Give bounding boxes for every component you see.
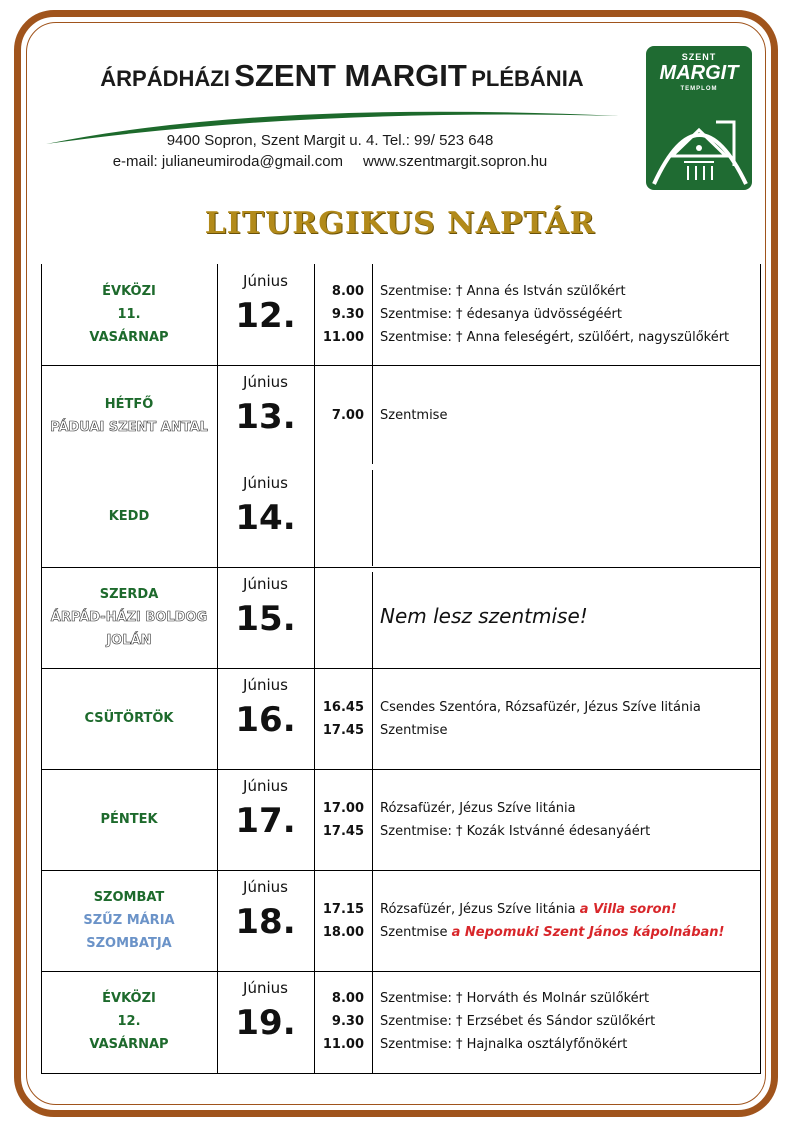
mass-time: 17.45	[322, 823, 364, 839]
event-cell	[372, 466, 761, 567]
month-label: Június	[243, 878, 288, 896]
day-label: 11.	[117, 307, 141, 322]
date-cell	[217, 971, 314, 1072]
event-text: Rózsafüzér, Jézus Szíve litánia	[380, 901, 580, 917]
event-line	[380, 303, 761, 326]
title-part2: SZENT MARGIT	[234, 58, 467, 93]
event-line	[380, 1010, 761, 1033]
row-divider-3	[41, 567, 761, 568]
event-line	[380, 326, 761, 349]
event-text: Rózsafüzér, Jézus Szíve litánia	[380, 800, 576, 816]
day-number: 19.	[235, 1003, 296, 1043]
event-text: Szentmise: † Kozák Istvánné édesanyáért	[380, 823, 651, 839]
day-label: PÉNTEK	[100, 812, 158, 827]
event-text: Szentmise: † Anna feleségért, szülőért, nagyszülőkért	[380, 330, 730, 345]
day-label: CSÜTÖRTÖK	[84, 711, 174, 726]
day-label: SZŰZ MÁRIA	[83, 913, 175, 928]
month-label: Június	[243, 777, 288, 795]
calendar-row	[41, 567, 761, 668]
calendar-row	[41, 971, 761, 1072]
mass-time: 9.30	[331, 1014, 364, 1029]
table-right-border	[760, 264, 761, 1074]
day-number: 17.	[235, 801, 296, 841]
day-number: 13.	[235, 397, 296, 437]
row-divider-4	[41, 668, 761, 669]
calendar-row	[41, 466, 761, 567]
mass-time: 8.00	[331, 284, 364, 299]
day-cell	[41, 466, 217, 567]
contact-block	[100, 130, 560, 172]
event-cell	[372, 971, 761, 1072]
row-divider-6	[41, 870, 761, 871]
event-line	[380, 605, 761, 631]
title-part1: ÁRPÁDHÁZI	[100, 66, 230, 91]
event-line	[380, 797, 761, 820]
date-cell	[217, 870, 314, 971]
month-label: Június	[243, 272, 288, 290]
calendar-row	[41, 870, 761, 971]
event-line	[380, 280, 761, 303]
row-divider-1	[41, 365, 761, 366]
logo-line2: MARGIT	[659, 62, 739, 84]
month-label: Június	[243, 979, 288, 997]
event-cell	[372, 870, 761, 971]
website-link[interactable]: www.szentmargit.sopron.hu	[363, 153, 548, 170]
event-line	[380, 820, 761, 843]
month-label: Június	[243, 575, 288, 593]
day-label: SZOMBAT	[93, 890, 165, 905]
event-line	[380, 898, 761, 921]
day-label: SZERDA	[99, 587, 159, 602]
event-text: Szentmise	[380, 924, 452, 940]
mass-time: 17.15	[322, 901, 364, 917]
event-cell	[372, 668, 761, 769]
church-logo	[646, 46, 752, 190]
mass-time: 11.00	[322, 1037, 364, 1052]
calendar-row	[41, 365, 761, 466]
divider-time-desc-3	[372, 572, 373, 1074]
table-left-border	[41, 264, 42, 1074]
month-label: Június	[243, 676, 288, 694]
location-note: a Villa soron!	[579, 901, 677, 917]
event-text: Szentmise	[380, 408, 448, 423]
event-cell	[372, 365, 761, 466]
day-label: ÉVKÖZI	[102, 284, 156, 299]
table-bottom-border	[41, 1073, 761, 1074]
time-cell	[314, 769, 372, 870]
divider-day-date	[217, 264, 218, 1074]
date-cell	[217, 668, 314, 769]
mass-time: 9.30	[331, 307, 364, 322]
event-cell	[372, 264, 761, 365]
address-line: 9400 Sopron, Szent Margit u. 4. Tel.: 99/ 523 648	[166, 132, 494, 149]
calendar-table	[41, 264, 761, 1074]
email-text[interactable]: e-mail: julianeumiroda@gmail.com	[112, 153, 344, 170]
event-line	[380, 987, 761, 1010]
day-cell	[41, 264, 217, 365]
divider-time-desc-1	[372, 264, 373, 464]
day-cell	[41, 365, 217, 466]
mass-time: 11.00	[322, 330, 364, 345]
day-cell	[41, 971, 217, 1072]
event-cell	[372, 769, 761, 870]
month-label: Június	[243, 373, 288, 391]
day-label: SZOMBATJA	[86, 936, 172, 951]
logo-line3: TEMPLOM	[680, 86, 718, 92]
month-label: Június	[243, 474, 288, 492]
date-cell	[217, 365, 314, 466]
day-cell	[41, 668, 217, 769]
day-number: 16.	[235, 700, 296, 740]
day-cell	[41, 567, 217, 668]
calendar-row	[41, 668, 761, 769]
location-note: a Nepomuki Szent János kápolnában!	[451, 924, 725, 940]
event-line	[380, 719, 761, 742]
day-cell	[41, 769, 217, 870]
event-text: Szentmise: † Erzsébet és Sándor szülőkért	[380, 1014, 656, 1029]
mass-time: 7.00	[331, 408, 364, 423]
date-cell	[217, 769, 314, 870]
mass-time: 17.45	[322, 722, 364, 738]
date-cell	[217, 567, 314, 668]
parish-title	[72, 58, 612, 94]
day-label: JOLÁN	[106, 633, 152, 648]
time-cell	[314, 365, 372, 466]
event-text: Csendes Szentóra, Rózsafüzér, Jézus Szíve litánia	[380, 699, 701, 715]
event-text: Szentmise: † édesanya üdvösségéért	[380, 307, 622, 322]
day-number: 12.	[235, 296, 296, 336]
event-line	[380, 921, 761, 944]
section-title: LITURGIKUS NAPTÁR	[204, 206, 596, 241]
event-text: Szentmise: † Horváth és Molnár szülőkért	[380, 991, 650, 1006]
day-label: KEDD	[108, 509, 150, 524]
mass-time: 17.00	[322, 800, 364, 816]
day-label: PÁDUAI SZENT ANTAL	[50, 419, 208, 435]
day-label: ÉVKÖZI	[102, 991, 156, 1006]
calendar-row	[41, 264, 761, 365]
logo-line1: SZENT	[681, 52, 717, 62]
day-label: VASÁRNAP	[89, 330, 169, 345]
time-cell	[314, 466, 372, 567]
day-label: 12.	[117, 1014, 141, 1029]
event-text: Szentmise: † Hajnalka osztályfőnökért	[380, 1037, 628, 1052]
time-cell	[314, 668, 372, 769]
calendar-row	[41, 769, 761, 870]
mass-time: 16.45	[322, 699, 364, 715]
title-part3: PLÉBÁNIA	[471, 66, 584, 91]
day-label: VASÁRNAP	[89, 1037, 169, 1052]
time-cell	[314, 567, 372, 668]
row-divider-5	[41, 769, 761, 770]
event-text: Szentmise	[380, 722, 448, 738]
row-divider-7	[41, 971, 761, 972]
day-number: 15.	[235, 599, 296, 639]
event-line	[380, 1033, 761, 1056]
time-cell	[314, 264, 372, 365]
day-number: 18.	[235, 902, 296, 942]
time-cell	[314, 971, 372, 1072]
time-cell	[314, 870, 372, 971]
event-text: Szentmise: † Anna és István szülőkért	[380, 284, 626, 299]
day-label: ÁRPÁD-HÁZI BOLDOG	[50, 610, 208, 625]
event-line	[380, 404, 761, 427]
divider-date-time	[314, 264, 315, 1074]
day-label: HÉTFŐ	[104, 396, 154, 412]
event-text: Nem lesz szentmise!	[380, 603, 588, 628]
divider-time-desc-2	[372, 470, 373, 566]
event-line	[380, 696, 761, 719]
day-number: 14.	[235, 498, 296, 538]
online-line	[100, 151, 560, 172]
date-cell	[217, 466, 314, 567]
mass-time: 8.00	[331, 991, 364, 1006]
date-cell	[217, 264, 314, 365]
day-cell	[41, 870, 217, 971]
church-building-icon	[646, 96, 752, 190]
event-cell	[372, 567, 761, 668]
mass-time: 18.00	[322, 924, 364, 940]
